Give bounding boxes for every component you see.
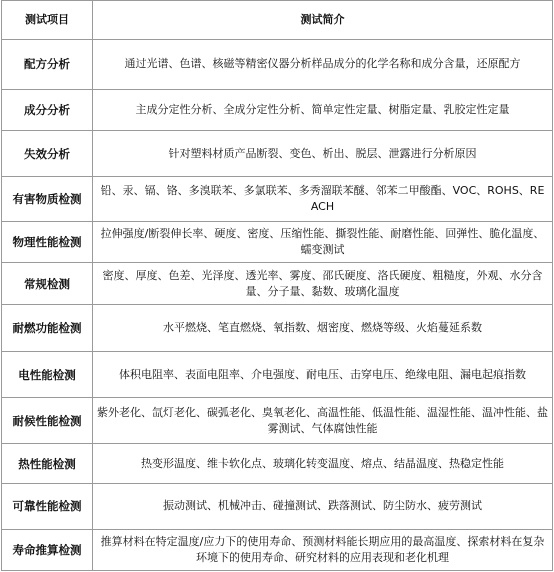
test-item-name: 可靠性能检测 xyxy=(2,484,93,529)
test-item-name: 耐燃功能检测 xyxy=(2,305,93,351)
test-item-name: 常规检测 xyxy=(2,263,93,305)
test-item-description: 主成分定性分析、全成分定性分析、简单定性定量、树脂定量、乳胶定性定量 xyxy=(93,89,553,130)
test-item-description: 水平燃烧、笔直燃烧、氧指数、烟密度、燃烧等级、火焰蔓延系数 xyxy=(93,305,553,351)
table-row xyxy=(2,177,553,221)
test-items-table xyxy=(1,0,553,571)
table-row xyxy=(2,398,553,443)
test-item-description: 铅、汞、镉、铬、多溴联苯、多氯联苯、多秀溜联苯醚、邻苯二甲酸酯、VOC、ROHS、REACH xyxy=(93,177,553,221)
test-item-description: 热变形温度、维卡软化点、玻璃化转变温度、熔点、结晶温度、热稳定性能 xyxy=(93,443,553,483)
table-row xyxy=(2,351,553,397)
table-row xyxy=(2,305,553,351)
test-item-description: 通过光谱、色谱、核磁等精密仪器分析样品成分的化学名称和成分含量，还原配方 xyxy=(93,40,553,90)
test-item-name: 配方分析 xyxy=(2,40,93,90)
header-test-item: 测试项目 xyxy=(2,1,93,40)
test-item-name: 有害物质检测 xyxy=(2,177,93,221)
table-row xyxy=(2,221,553,262)
table-header-row xyxy=(2,1,553,40)
table-row xyxy=(2,89,553,130)
test-item-description: 紫外老化、氙灯老化、碳弧老化、臭氧老化、高温性能、低温性能、温湿性能、温冲性能、盐雾测试、气体腐蚀性能 xyxy=(93,398,553,443)
test-item-name: 失效分析 xyxy=(2,130,93,176)
table-row xyxy=(2,443,553,483)
test-item-description: 密度、厚度、色差、光泽度、透光率、雾度、邵氏硬度、洛氏硬度、粗糙度，外观、水分含量、分子量、黏数、玻璃化温度 xyxy=(93,263,553,305)
test-item-name: 物理性能检测 xyxy=(2,221,93,262)
header-test-description: 测试简介 xyxy=(93,1,553,40)
table-row xyxy=(2,40,553,90)
table-row xyxy=(2,130,553,176)
test-item-description: 振动测试、机械冲击、碰撞测试、跌落测试、防尘防水、疲劳测试 xyxy=(93,484,553,529)
test-item-description: 体积电阻率、表面电阻率、介电强度、耐电压、击穿电压、绝缘电阻、漏电起痕指数 xyxy=(93,351,553,397)
test-item-name: 耐候性能检测 xyxy=(2,398,93,443)
table-row xyxy=(2,529,553,570)
test-item-name: 成分分析 xyxy=(2,89,93,130)
test-item-description: 拉伸强度/断裂伸长率、硬度、密度、压缩性能、撕裂性能、耐磨性能、回弹性、脆化温度、蠕变测试 xyxy=(93,221,553,262)
table-row xyxy=(2,484,553,529)
table-row xyxy=(2,263,553,305)
test-item-name: 电性能检测 xyxy=(2,351,93,397)
test-item-name: 热性能检测 xyxy=(2,443,93,483)
test-item-description: 针对塑料材质产品断裂、变色、析出、脱层、泄露进行分析原因 xyxy=(93,130,553,176)
test-item-description: 推算材料在特定温度/应力下的使用寿命、预测材料能长期应用的最高温度、探索材料在复杂环境下的使用寿命、研究材料的应用表现和老化机理 xyxy=(93,529,553,570)
test-item-name: 寿命推算检测 xyxy=(2,529,93,570)
